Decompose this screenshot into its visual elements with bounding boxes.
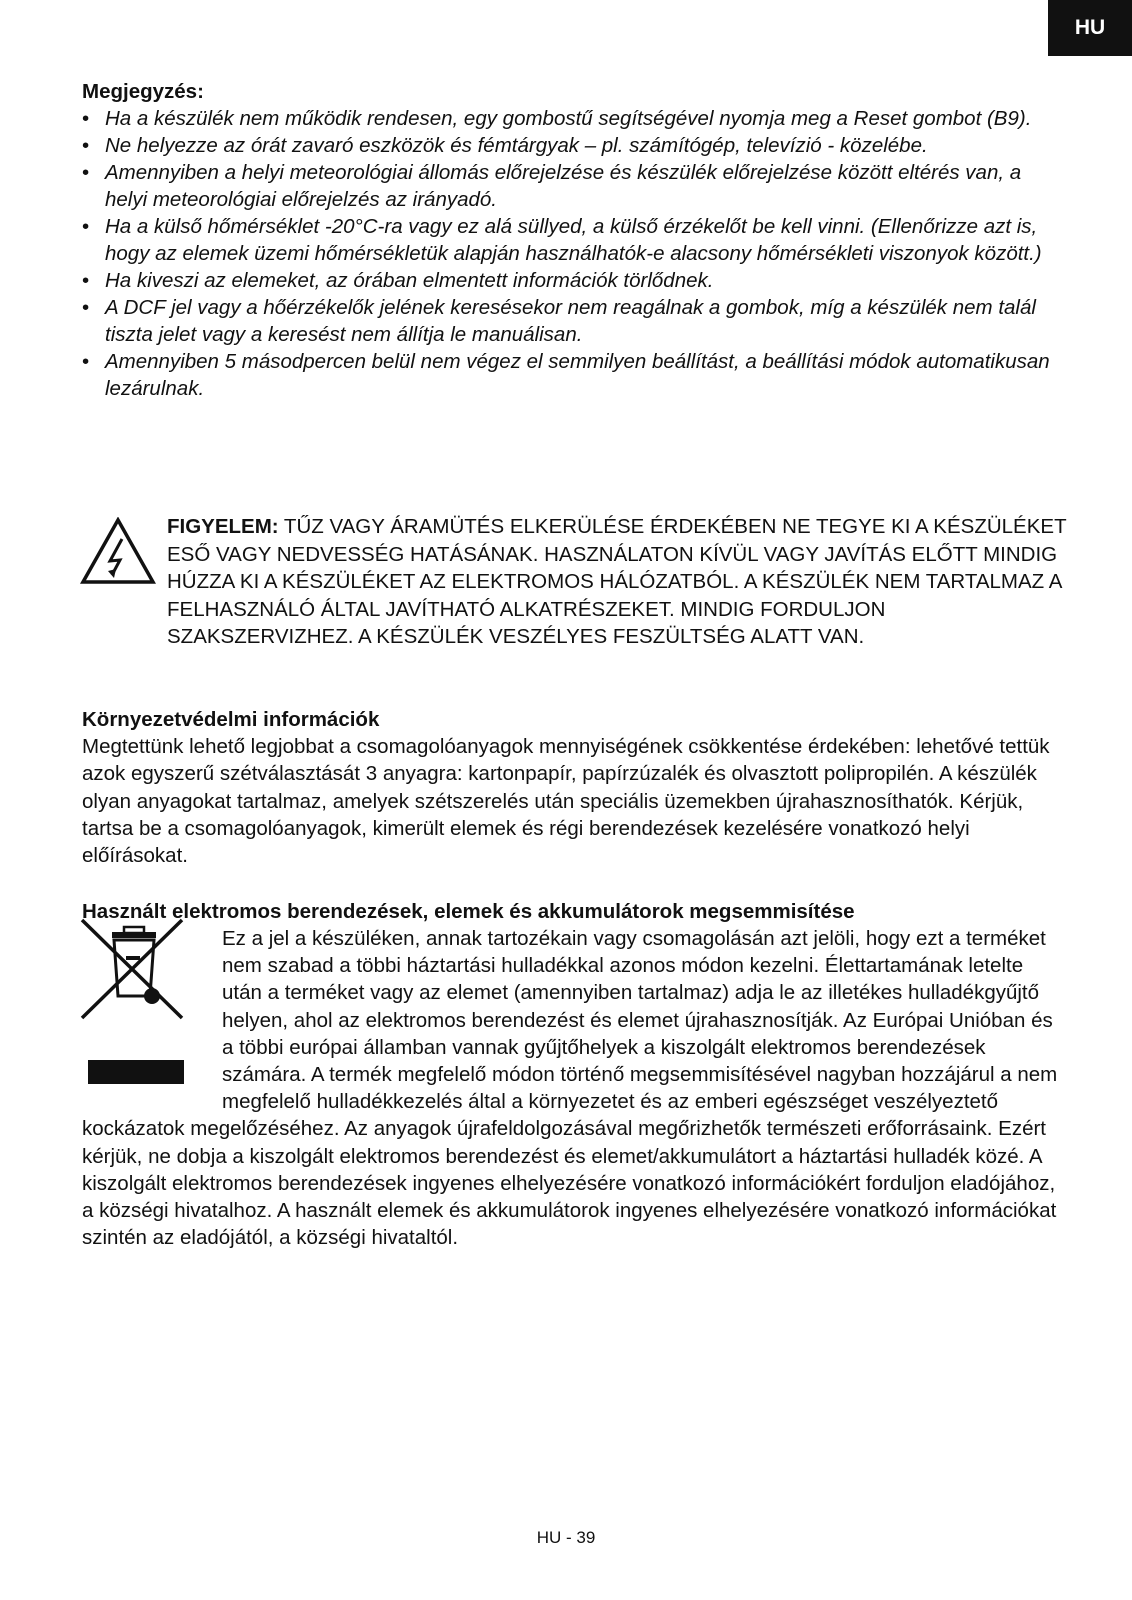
warning-text bbox=[167, 513, 1067, 651]
disposal-body: Ez a jel a készüléken, annak tartozékain vagy csomagolásán azt jelöli, hogy ezt a terméket nem szabad a többi háztartási hulladékkal azonos módon kezelni. Élettartamának letelte után a terméket vagy az elemet (amennyiben tartalmaz) adja le az illetékes hulladékgyűjtő helyen, ahol az elektromos berendezést és elemet újrahasznosítják. Az Európai Unióban és a többi európai államban vannak gyűjtőhelyek a kiszolgált elektromos berendezések számára. A termék megfelelő módon történő megsemmisítésével nagyban hozzájárul a nem megfelelő hulladékkezelés által a környezetet és az emberi egészséget veszélyeztető kockázatok megelőzéséhez. Az anyagok újrafeldolgozásával megőrizhetők természeti erőforrásaink. Ezért kérjük, ne dobja a kiszolgált elektromos berendezést és elemet/akkumulátort a háztartási hulladék közé. A kiszolgált elektromos berendezések ingyenes elhelyezésére vonatkozó információkért forduljon eladójához, a községi hivatalhoz. A használt elemek és akkumulátorok ingyenes elhelyezésére vonatkozó információkat szintén az eladójától, a községi hivataltól. bbox=[82, 927, 1058, 1250]
language-tab: HU bbox=[1048, 0, 1132, 56]
warning-body: TŰZ VAGY ÁRAMÜTÉS ELKERÜLÉSE ÉRDEKÉBEN NE TEGYE KI A KÉSZÜLÉKET ESŐ VAGY NEDVESSÉG HATÁSÁNAK. HASZNÁLATON KÍVÜL VAGY JAVÍTÁS ELŐTT MINDIG HÚZZA KI A KÉSZÜLÉKET AZ ELEKTROMOS HÁLÓZATBÓL. A KÉSZÜLÉK NEM TARTALMAZ A FELHASZNÁLÓ ÁLTAL JAVÍTHATÓ ALKATRÉSZEKET. MINDIG FORDULJON SZAKSZERVIZHEZ. A KÉSZÜLÉK VESZÉLYES FESZÜLTSÉG ALATT VAN. bbox=[167, 515, 1067, 648]
notes-list bbox=[82, 105, 1062, 402]
list-item: • A DCF jel vagy a hőérzékelők jelének keresésekor nem reagálnak a gombok, míg a készülék nem talál tiszta jelet vagy a keresést nem állítja le manuálisan. bbox=[82, 294, 1062, 348]
list-item: • Amennyiben 5 másodpercen belül nem végez el semmilyen beállítást, a beállítási módok automatikusan lezárulnak. bbox=[82, 348, 1062, 402]
list-item: • Amennyiben a helyi meteorológiai állomás előrejelzése és készülék előrejelzése között eltérés van, a helyi meteorológiai előrejelzés az irányadó. bbox=[82, 159, 1062, 213]
environment-title: Környezetvédelmi információk bbox=[82, 708, 380, 731]
environment-text: Megtettünk lehető legjobbat a csomagolóanyagok mennyiségének csökkentése érdekében: lehetővé tettük azok egyszerű szétválasztását 3 anyagra: kartonpapír, papírzúzalék és olvasztott polipropilén. A készülék olyan anyagokat tartalmaz, amelyek szétszerelés után speciális üzemekben újrahasznosíthatók. Kérjük, tartsa be a csomagolóanyagok, kimerült elemek és régi berendezések kezelésére vonatkozó helyi előírásokat. bbox=[82, 735, 1050, 868]
notes-title: Megjegyzés: bbox=[82, 80, 204, 103]
list-item: • Ha a külső hőmérséklet -20°C-ra vagy ez alá süllyed, a külső érzékelőt be kell vinni. (Ellenőrizze azt is, hogy az elemek üzemi hőmérsékletük alapján használhatók-e alacsony hőmérsékleti viszonyok között.) bbox=[82, 213, 1062, 267]
list-item: • Ne helyezze az órát zavaró eszközök és fémtárgyak – pl. számítógép, televízió - közelébe. bbox=[82, 132, 1062, 159]
disposal-title: Használt elektromos berendezések, elemek és akkumulátorok megsemmisítése bbox=[82, 900, 855, 923]
disposal-text bbox=[82, 925, 1062, 1251]
list-item: • Ha a készülék nem működik rendesen, egy gombostű segítségével nyomja meg a Reset gombot (B9). bbox=[82, 105, 1062, 132]
electric-shock-warning-icon bbox=[80, 517, 156, 585]
warning-label: FIGYELEM: bbox=[167, 515, 279, 538]
list-item: • Ha kiveszi az elemeket, az órában elmentett információk törlődnek. bbox=[82, 267, 1062, 294]
page-number: HU - 39 bbox=[536, 1528, 596, 1547]
